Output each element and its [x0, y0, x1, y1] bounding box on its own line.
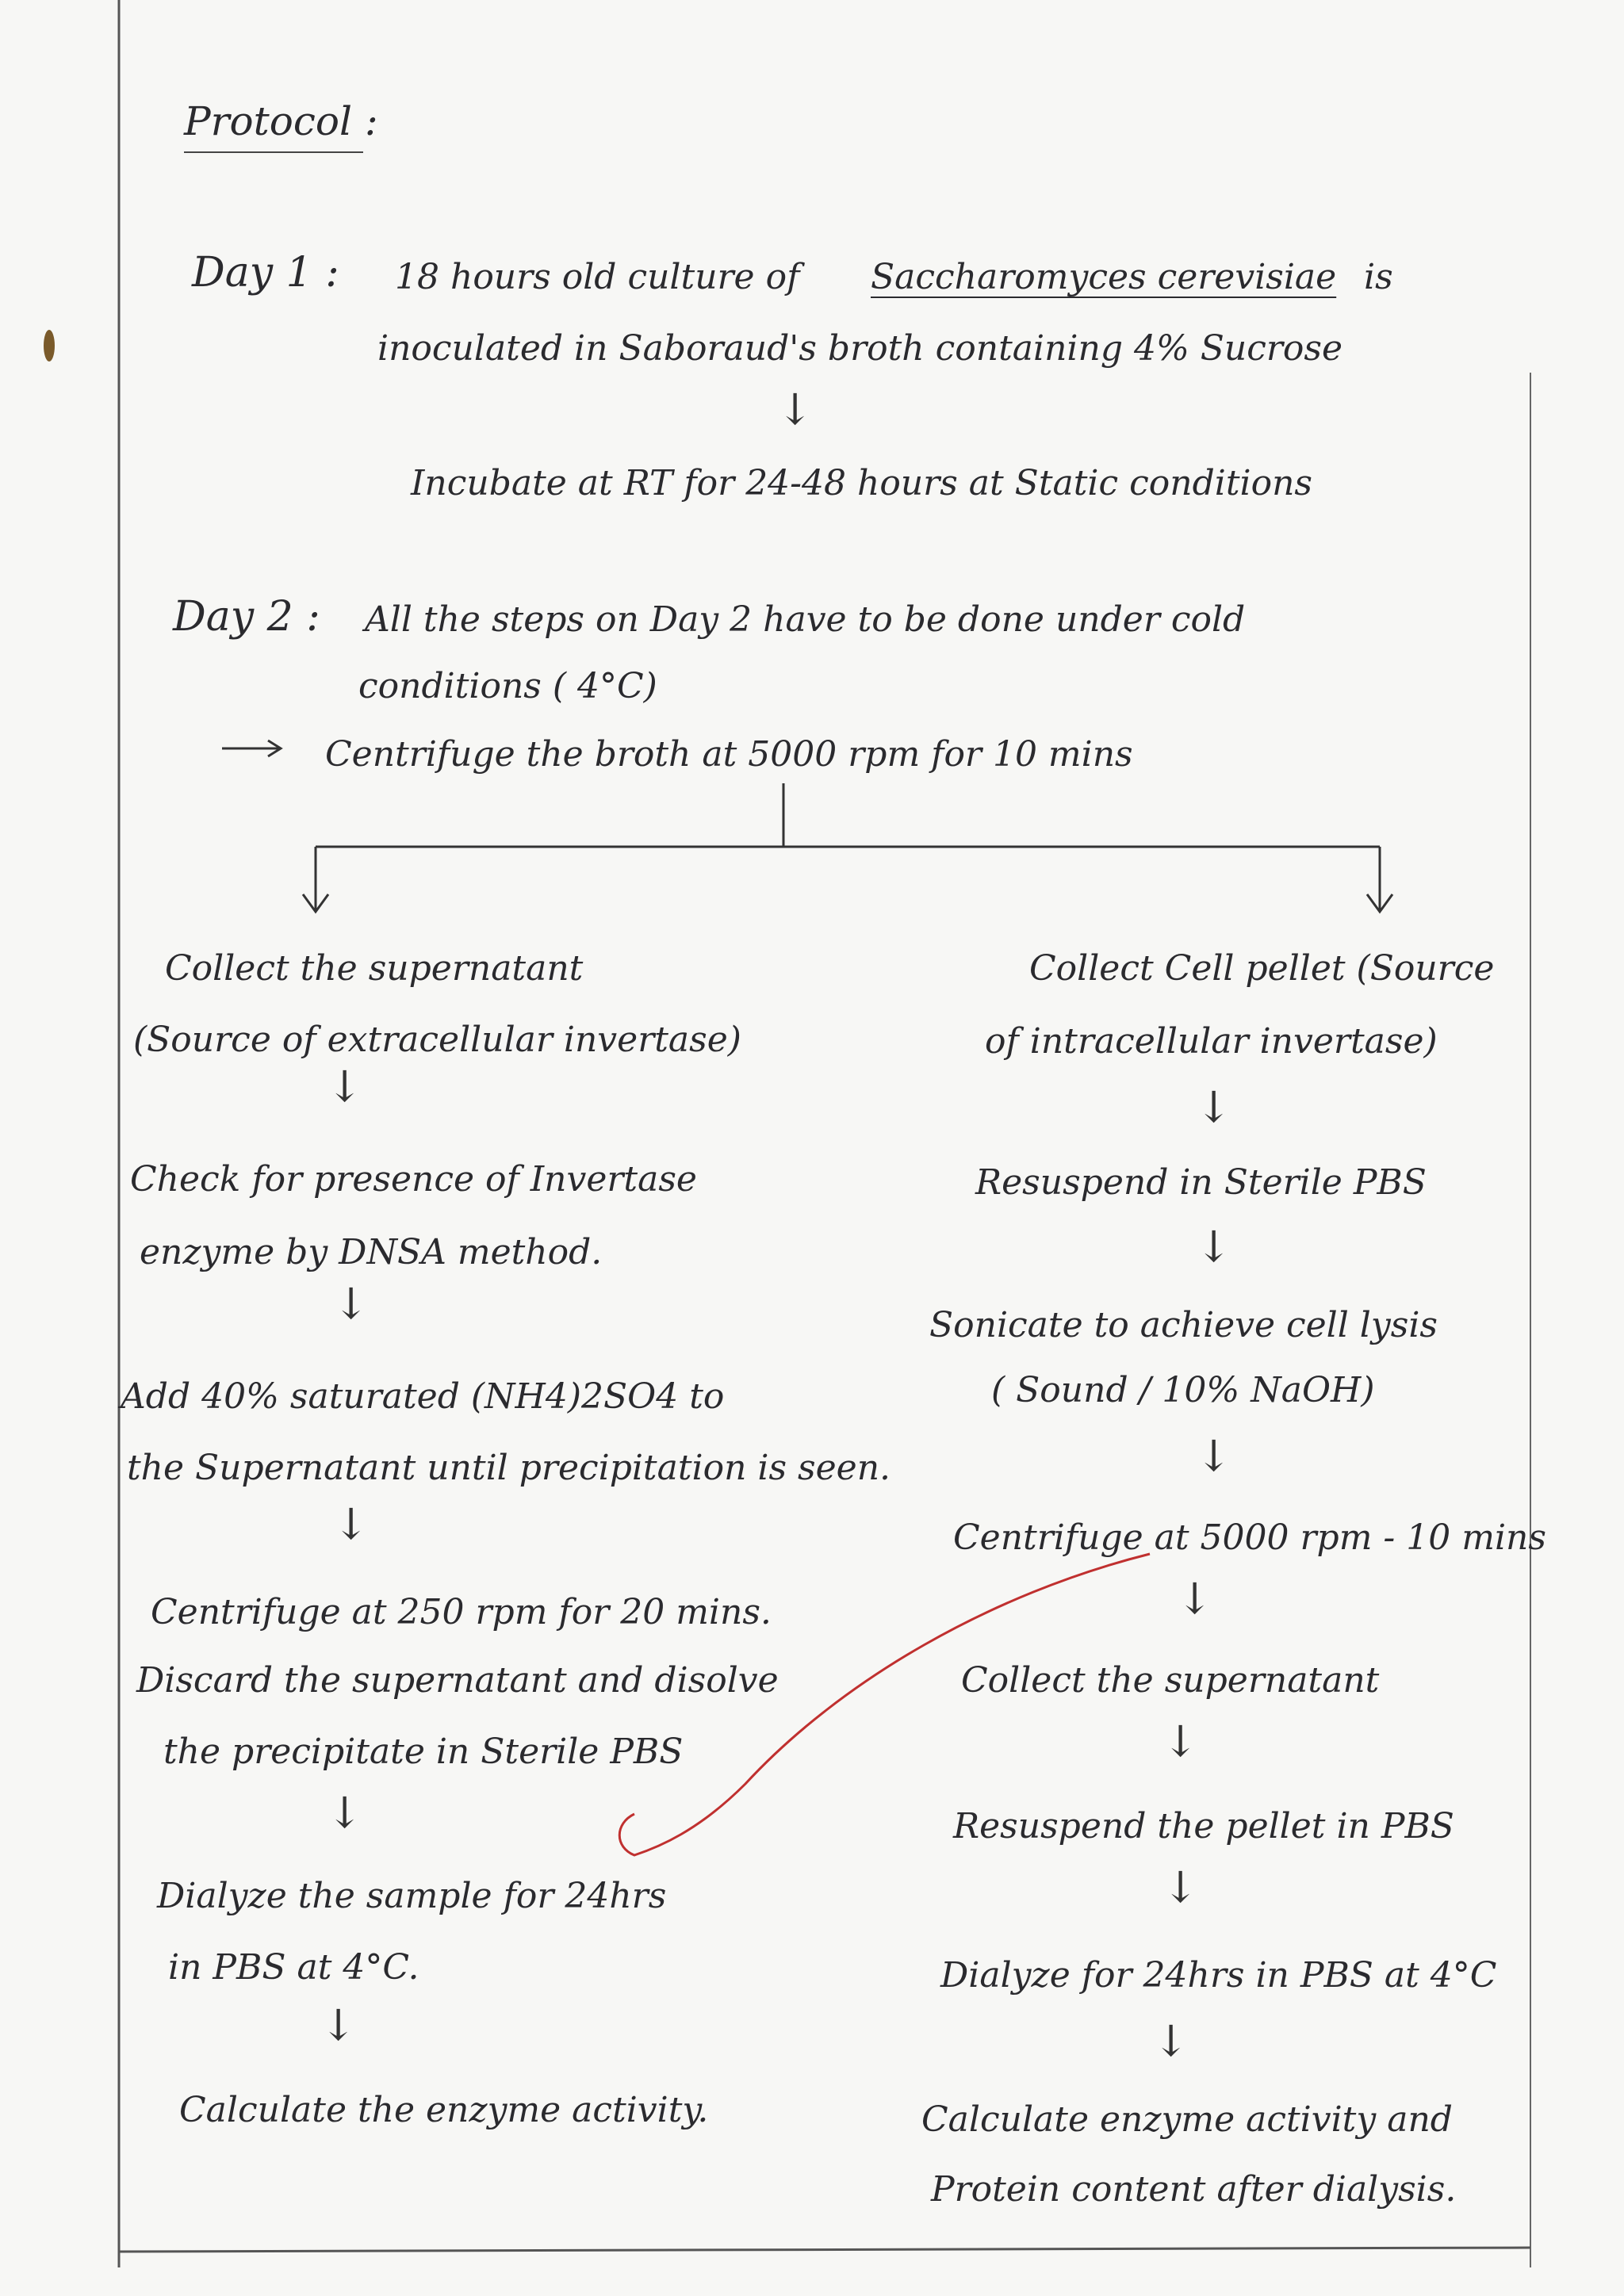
page-title: Protocol : [184, 98, 378, 144]
arrow-down: ↓ [327, 1788, 363, 1838]
arrow-down: ↓ [1196, 1431, 1232, 1481]
left-step4-line3: the precipitate in Sterile PBS [163, 1732, 684, 1772]
left-step3-line2: the Supernatant until precipitation is seen. [127, 1448, 891, 1488]
left-step1-line1: Collect the supernatant [165, 948, 584, 989]
arrow-down: ↓ [777, 385, 814, 434]
day1-line1-b: is [1364, 257, 1393, 297]
right-step6: Resuspend the pellet in PBS [953, 1806, 1454, 1846]
left-step4-line1: Centrifuge at 250 rpm for 20 mins. [151, 1592, 772, 1632]
arrow-down: ↓ [333, 1499, 370, 1549]
right-step1-line1: Collect Cell pellet (Source [1029, 948, 1495, 989]
left-step5-line2: in PBS at 4°C. [168, 1947, 419, 1988]
day2-label: Day 2 : [173, 593, 320, 641]
arrow-down: ↓ [1153, 2016, 1189, 2066]
arrow-down: ↓ [1196, 1082, 1232, 1132]
left-step4-line2: Discard the supernatant and disolve [136, 1660, 779, 1701]
day1-step2: Incubate at RT for 24-48 hours at Static conditions [411, 463, 1312, 503]
arrow-down: ↓ [1177, 1574, 1213, 1624]
arrow-down: ↓ [333, 1279, 370, 1329]
right-step2: Resuspend in Sterile PBS [975, 1162, 1427, 1203]
arrow-down: ↓ [327, 1062, 363, 1112]
day1-label: Day 1 : [192, 249, 339, 297]
day1-line2: inoculated in Saboraud's broth containing 4% Sucrose [377, 328, 1343, 369]
day1-line1-a: 18 hours old culture of [395, 257, 800, 297]
arrow-down: ↓ [1196, 1222, 1232, 1272]
right-step3-line1: Sonicate to achieve cell lysis [929, 1305, 1438, 1345]
left-step5-line1: Dialyze the sample for 24hrs [157, 1876, 667, 1916]
arrow-down: ↓ [1162, 1862, 1199, 1912]
left-step2-line2: enzyme by DNSA method. [140, 1232, 603, 1272]
right-step5: Collect the supernatant [961, 1660, 1380, 1701]
day2-step1: Centrifuge the broth at 5000 rpm for 10 mins [325, 734, 1133, 775]
left-step6: Calculate the enzyme activity. [179, 2090, 709, 2130]
right-step3-line2: ( Sound / 10% NaOH) [991, 1370, 1375, 1410]
right-step8-line1: Calculate enzyme activity and [921, 2099, 1453, 2140]
arrow-down: ↓ [320, 2000, 357, 2050]
left-step2-line1: Check for presence of Invertase [130, 1159, 697, 1200]
day1-organism: Saccharomyces cerevisiae [871, 257, 1337, 297]
right-step7: Dialyze for 24hrs in PBS at 4°C [940, 1955, 1497, 1996]
right-step1-line2: of intracellular invertase) [985, 1021, 1438, 1062]
left-step3-line1: Add 40% saturated (NH4)2SO4 to [121, 1376, 725, 1417]
day2-line1: All the steps on Day 2 have to be done under cold [365, 599, 1246, 640]
day2-line2: conditions ( 4°C) [358, 666, 657, 706]
right-step4: Centrifuge at 5000 rpm - 10 mins [953, 1517, 1546, 1558]
arrow-down: ↓ [1162, 1716, 1199, 1766]
left-step1-line2: (Source of extracellular invertase) [133, 1020, 741, 1060]
right-step8-line2: Protein content after dialysis. [931, 2169, 1457, 2210]
